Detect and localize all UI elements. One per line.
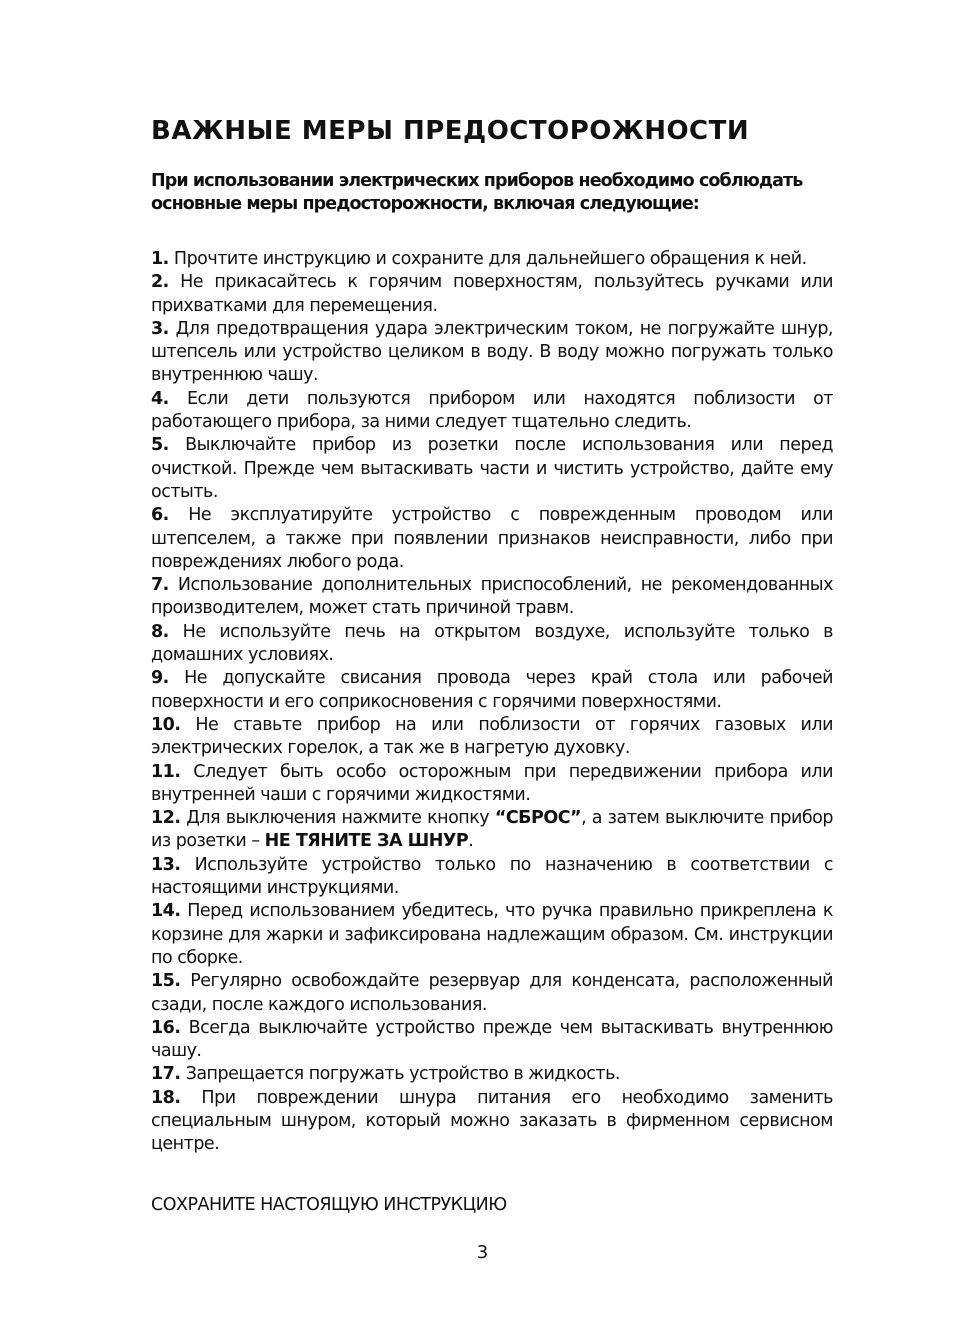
- list-item: [151, 667, 833, 714]
- item-number: 3.: [151, 318, 169, 339]
- item-number: 1.: [151, 249, 169, 269]
- item-number: 4.: [151, 388, 169, 409]
- item-text: Используйте устройство только по назначению в соответствии с настоящими инструкциями.: [151, 854, 833, 899]
- page-title: ВАЖНЫЕ МЕРЫ ПРЕДОСТОРОЖНОСТИ: [151, 116, 750, 146]
- list-item: [151, 1063, 833, 1086]
- item-text-middle: , а затем выключите прибор из розетки –: [151, 808, 833, 852]
- list-item: [151, 574, 833, 621]
- item-number: 5.: [151, 435, 169, 456]
- list-item: [151, 434, 833, 504]
- item-text-before: Для выключения нажмите кнопку: [186, 808, 495, 829]
- save-instructions-note: СОХРАНИТЕ НАСТОЯЩУЮ ИНСТРУКЦИЮ: [151, 1194, 507, 1215]
- list-item: [151, 1087, 833, 1157]
- item-text: Не используйте печь на открытом воздухе, используйте только в домашних условиях.: [151, 621, 833, 666]
- precautions-list: [151, 248, 833, 1157]
- list-item: [151, 248, 833, 271]
- list-item: [151, 854, 833, 901]
- item-number: 9.: [151, 668, 169, 689]
- item-text: Перед использованием убедитесь, что ручка правильно прикреплена к корзине для жарки и зафиксирована надлежащим образом. См. инструкции по сборке.: [151, 901, 833, 968]
- item-text: Выключайте прибор из розетки после использования или перед очисткой. Прежде чем вытаскивать части и чистить устройство, дайте ему остыть.: [151, 435, 833, 502]
- item-number: 12.: [151, 808, 181, 829]
- list-item: [151, 1017, 833, 1064]
- item-text-after: .: [468, 831, 474, 852]
- item-number: 7.: [151, 575, 169, 596]
- item-text: Не ставьте прибор на или поблизости от горячих газовых или электрических горелок, а так же в нагретую духовку.: [151, 714, 833, 759]
- list-item: [151, 388, 833, 435]
- item-text: Использование дополнительных приспособлений, не рекомендованных производителем, может стать причиной травм.: [151, 575, 833, 619]
- item-number: 13.: [151, 854, 181, 875]
- item-number: 14.: [151, 901, 181, 922]
- warning-text: НЕ ТЯНИТЕ ЗА ШНУР: [264, 831, 469, 852]
- list-item: [151, 621, 833, 668]
- list-item: [151, 900, 833, 970]
- item-text: При повреждении шнура питания его необходимо заменить специальным шнуром, который можно заказать в фирменном сервисном центре.: [151, 1087, 833, 1155]
- item-text: Следует быть особо осторожным при передвижении прибора или внутренней чаши с горячими жидкостями.: [151, 761, 833, 805]
- item-number: 2.: [151, 272, 169, 293]
- item-text: Не допускайте свисания провода через край стола или рабочей поверхности и его соприкосновения с горячими поверхностями.: [151, 668, 833, 712]
- list-item: [151, 714, 833, 761]
- list-item: [151, 271, 833, 318]
- list-item: [151, 318, 833, 388]
- item-text: Всегда выключайте устройство прежде чем вытаскивать внутреннюю чашу.: [151, 1017, 833, 1062]
- item-number: 17.: [151, 1064, 181, 1085]
- intro-paragraph: При использовании электрических приборов необходимо соблюдать основные меры предосторожности, включая следующие:: [151, 171, 803, 214]
- item-number: 11.: [151, 761, 181, 782]
- item-number: 6.: [151, 505, 169, 526]
- list-item: [151, 807, 833, 854]
- item-number: 15.: [151, 971, 181, 992]
- item-text: Регулярно освобождайте резервуар для конденсата, расположенный сзади, после каждого использования.: [151, 971, 833, 1015]
- page-number: 3: [476, 1242, 489, 1263]
- item-text: Для предотвращения удара электрическим током, не погружайте шнур, штепсель или устройство целиком в воду. В воду можно погружать только внутреннюю чашу.: [151, 318, 833, 386]
- item-text: Не прикасайтесь к горячим поверхностям, пользуйтесь ручками или прихватками для перемещения.: [151, 272, 833, 316]
- list-item: [151, 970, 833, 1017]
- document-page: [151, 112, 833, 1217]
- item-number: 16.: [151, 1017, 181, 1038]
- item-number: 18.: [151, 1087, 181, 1108]
- reset-button-name: “СБРОС”: [494, 808, 582, 829]
- item-text: Запрещается погружать устройство в жидкость.: [185, 1064, 620, 1085]
- item-number: 10.: [151, 714, 181, 735]
- list-item: [151, 504, 833, 574]
- item-number: 8.: [151, 621, 169, 642]
- item-text: Прочтите инструкцию и сохраните для дальнейшего обращения к ней.: [173, 249, 807, 269]
- item-text: Если дети пользуются прибором или находятся поблизости от работающего прибора, за ними следует тщательно следить.: [151, 388, 833, 433]
- item-text: Не эксплуатируйте устройство с поврежденным проводом или штепселем, а также при появлении признаков неисправности, либо при повреждениях любого рода.: [151, 505, 833, 572]
- list-item: [151, 761, 833, 808]
